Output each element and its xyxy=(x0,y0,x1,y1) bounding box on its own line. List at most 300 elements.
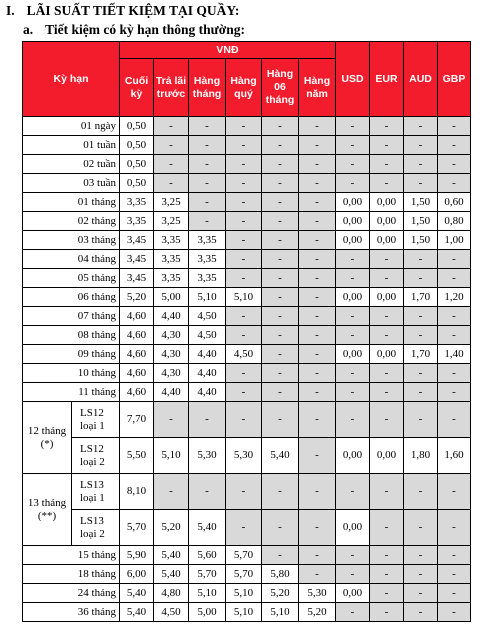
rate-cell: 5,10 xyxy=(189,288,226,307)
rate-cell: - xyxy=(336,474,370,510)
rate-cell: - xyxy=(404,584,438,603)
rate-cell: 1,60 xyxy=(438,438,471,474)
table-row xyxy=(23,326,471,345)
rate-cell: - xyxy=(262,383,299,402)
term-group-label xyxy=(23,474,72,546)
rate-cell: 3,35 xyxy=(120,212,154,231)
rate-cell: 5,80 xyxy=(262,565,299,584)
term-group-period: 13 tháng xyxy=(27,496,67,509)
rate-cell: 5,90 xyxy=(120,546,154,565)
rate-cell: - xyxy=(189,155,226,174)
rate-cell: 5,30 xyxy=(189,438,226,474)
rate-cell: 5,10 xyxy=(226,603,262,622)
header-hang-nam: Hàng năm xyxy=(299,59,336,117)
rate-cell: - xyxy=(370,546,404,565)
rate-cell: - xyxy=(189,402,226,438)
rate-cell: - xyxy=(370,565,404,584)
rate-cell: - xyxy=(262,136,299,155)
table-row xyxy=(23,136,471,155)
rate-cell: - xyxy=(370,117,404,136)
rate-cell: 5,10 xyxy=(262,603,299,622)
table-row xyxy=(23,231,471,250)
rate-cell: - xyxy=(262,546,299,565)
rate-cell: 3,35 xyxy=(189,250,226,269)
term-group-note: (*) xyxy=(40,437,54,450)
rate-cell: - xyxy=(336,565,370,584)
term-label: 15 tháng xyxy=(23,546,120,565)
rate-cell: - xyxy=(262,250,299,269)
rate-cell: - xyxy=(154,174,189,193)
rate-cell: - xyxy=(189,136,226,155)
sub-term-code: LS13 xyxy=(80,478,104,491)
rate-cell: 0,50 xyxy=(120,174,154,193)
table-row xyxy=(23,117,471,136)
table-row xyxy=(23,345,471,364)
rate-cell: - xyxy=(262,288,299,307)
rate-cell: - xyxy=(299,307,336,326)
header-hang-quy: Hàng quý xyxy=(226,59,262,117)
rate-cell: 5,20 xyxy=(299,603,336,622)
sub-term-type: loại 2 xyxy=(80,455,105,468)
term-label: 36 tháng xyxy=(23,603,120,622)
rate-cell: - xyxy=(226,136,262,155)
rate-cell: 3,45 xyxy=(120,231,154,250)
table-row xyxy=(23,565,471,584)
rate-cell: - xyxy=(262,117,299,136)
rate-cell: - xyxy=(262,510,299,546)
rate-cell: - xyxy=(438,174,471,193)
rate-cell: - xyxy=(299,193,336,212)
sub-term-code: LS12 xyxy=(80,406,104,419)
rate-cell: - xyxy=(404,326,438,345)
section-title: LÃI SUẤT TIẾT KIỆM TẠI QUẦY: xyxy=(26,3,240,18)
rate-cell: 3,45 xyxy=(120,250,154,269)
rate-cell: - xyxy=(438,474,471,510)
sub-term-label xyxy=(72,474,120,510)
table-row xyxy=(23,193,471,212)
interest-rate-table xyxy=(22,41,471,622)
rate-cell: 5,00 xyxy=(154,288,189,307)
rate-cell: - xyxy=(262,326,299,345)
rate-cell: 3,35 xyxy=(154,250,189,269)
rate-cell: - xyxy=(299,510,336,546)
rate-cell: - xyxy=(262,345,299,364)
sub-term-type: loại 2 xyxy=(80,527,105,540)
sub-term-code: LS13 xyxy=(80,514,104,527)
rate-cell: - xyxy=(336,250,370,269)
rate-cell: - xyxy=(299,212,336,231)
rate-cell: - xyxy=(299,231,336,250)
rate-cell: - xyxy=(299,364,336,383)
rate-cell: - xyxy=(336,402,370,438)
rate-cell: - xyxy=(370,155,404,174)
term-label: 02 tuần xyxy=(23,155,120,174)
rate-cell: - xyxy=(189,474,226,510)
term-label: 18 tháng xyxy=(23,565,120,584)
header-row-1 xyxy=(23,42,471,59)
rate-cell: - xyxy=(404,603,438,622)
table-row xyxy=(23,288,471,307)
table-row xyxy=(23,364,471,383)
rate-cell: 0,00 xyxy=(370,212,404,231)
term-label: 02 tháng xyxy=(23,212,120,231)
table-row xyxy=(23,546,471,565)
rate-cell: 5,10 xyxy=(154,438,189,474)
rate-cell: 4,40 xyxy=(189,383,226,402)
header-tra-lai-truoc: Trả lãi trước xyxy=(154,59,189,117)
sub-term-code: LS12 xyxy=(80,442,104,455)
sub-term-label xyxy=(72,402,120,438)
rate-cell: - xyxy=(189,174,226,193)
rate-cell: 7,70 xyxy=(120,402,154,438)
rate-cell: - xyxy=(154,155,189,174)
rate-cell: - xyxy=(370,383,404,402)
rate-cell: 0,50 xyxy=(120,136,154,155)
rate-cell: - xyxy=(299,345,336,364)
rate-cell: - xyxy=(189,117,226,136)
rate-cell: 0,00 xyxy=(336,438,370,474)
rate-cell: 0,00 xyxy=(370,438,404,474)
rate-cell: - xyxy=(226,510,262,546)
rate-cell: 0,00 xyxy=(370,193,404,212)
rate-cell: - xyxy=(438,383,471,402)
sub-term-type: loại 1 xyxy=(80,491,105,504)
rate-cell: - xyxy=(262,269,299,288)
rate-cell: - xyxy=(226,117,262,136)
table-row xyxy=(23,510,471,546)
rate-cell: - xyxy=(299,438,336,474)
rate-cell: - xyxy=(262,307,299,326)
rate-cell: 4,40 xyxy=(154,383,189,402)
rate-cell: - xyxy=(404,364,438,383)
term-label: 24 tháng xyxy=(23,584,120,603)
rate-cell: - xyxy=(336,174,370,193)
rate-cell: 3,25 xyxy=(154,193,189,212)
header-vnd: VNĐ xyxy=(120,42,336,59)
rate-cell: - xyxy=(226,250,262,269)
rate-cell: 5,70 xyxy=(226,565,262,584)
rate-cell: - xyxy=(370,307,404,326)
rate-cell: 5,40 xyxy=(154,546,189,565)
rate-cell: 0,00 xyxy=(336,288,370,307)
rate-cell: - xyxy=(336,364,370,383)
rate-cell: - xyxy=(226,231,262,250)
rate-cell: 5,10 xyxy=(226,584,262,603)
term-label: 01 ngày xyxy=(23,117,120,136)
rate-cell: 0,00 xyxy=(336,345,370,364)
rate-cell: 4,80 xyxy=(154,584,189,603)
rate-cell: 3,35 xyxy=(189,269,226,288)
rate-cell: - xyxy=(299,269,336,288)
header-eur: EUR xyxy=(370,42,404,117)
rate-cell: 3,45 xyxy=(120,269,154,288)
sub-term-label xyxy=(72,438,120,474)
term-label: 07 tháng xyxy=(23,307,120,326)
rate-cell: 4,40 xyxy=(189,364,226,383)
rate-cell: - xyxy=(154,402,189,438)
rate-cell: - xyxy=(404,383,438,402)
rate-cell: 0,60 xyxy=(438,193,471,212)
rate-cell: 5,20 xyxy=(262,584,299,603)
rate-cell: 0,50 xyxy=(120,155,154,174)
table-row xyxy=(23,250,471,269)
rate-cell: 1,80 xyxy=(404,438,438,474)
rate-cell: 5,40 xyxy=(262,438,299,474)
header-term: Kỳ hạn xyxy=(23,42,120,117)
rate-cell: - xyxy=(438,364,471,383)
rate-cell: 4,40 xyxy=(189,345,226,364)
rate-cell: - xyxy=(226,212,262,231)
rate-cell: - xyxy=(438,136,471,155)
rate-cell: 4,50 xyxy=(226,345,262,364)
rate-cell: 5,70 xyxy=(189,565,226,584)
rate-cell: - xyxy=(370,402,404,438)
rate-cell: 4,40 xyxy=(154,307,189,326)
term-label: 03 tuần xyxy=(23,174,120,193)
rate-cell: - xyxy=(299,383,336,402)
rate-cell: - xyxy=(299,565,336,584)
rate-cell: 0,00 xyxy=(370,231,404,250)
term-label: 08 tháng xyxy=(23,326,120,345)
table-row xyxy=(23,174,471,193)
rate-cell: 4,30 xyxy=(154,326,189,345)
rate-cell: 5,40 xyxy=(189,510,226,546)
term-label: 03 tháng xyxy=(23,231,120,250)
rate-cell: - xyxy=(299,288,336,307)
rate-cell: 3,25 xyxy=(154,212,189,231)
rate-cell: - xyxy=(404,117,438,136)
term-label: 09 tháng xyxy=(23,345,120,364)
rate-cell: - xyxy=(299,174,336,193)
rate-cell: - xyxy=(336,155,370,174)
rate-cell: - xyxy=(438,546,471,565)
rate-cell: - xyxy=(154,474,189,510)
rate-cell: - xyxy=(262,193,299,212)
rate-cell: - xyxy=(299,155,336,174)
term-label: 10 tháng xyxy=(23,364,120,383)
rate-cell: - xyxy=(226,155,262,174)
term-group-note: (**) xyxy=(37,509,57,522)
section-heading xyxy=(6,3,239,19)
rate-cell: - xyxy=(438,510,471,546)
rate-cell: 4,60 xyxy=(120,326,154,345)
table-row xyxy=(23,603,471,622)
rate-cell: - xyxy=(438,584,471,603)
table-row xyxy=(23,402,471,438)
rate-cell: - xyxy=(404,155,438,174)
header-gbp: GBP xyxy=(438,42,471,117)
rate-cell: 4,60 xyxy=(120,364,154,383)
rate-cell: - xyxy=(336,383,370,402)
rate-cell: 0,00 xyxy=(336,231,370,250)
rate-cell: 3,35 xyxy=(154,269,189,288)
rate-cell: - xyxy=(299,117,336,136)
rate-cell: - xyxy=(404,565,438,584)
rate-cell: - xyxy=(370,474,404,510)
rate-cell: - xyxy=(226,402,262,438)
rate-cell: - xyxy=(370,269,404,288)
rate-cell: 4,60 xyxy=(120,383,154,402)
rate-cell: - xyxy=(404,174,438,193)
rate-cell: - xyxy=(262,155,299,174)
rate-cell: - xyxy=(226,193,262,212)
term-label: 06 tháng xyxy=(23,288,120,307)
rate-cell: - xyxy=(262,174,299,193)
rate-cell: 5,10 xyxy=(226,288,262,307)
rate-cell: - xyxy=(262,231,299,250)
rate-cell: - xyxy=(154,136,189,155)
rate-cell: - xyxy=(336,269,370,288)
subsection-title: Tiết kiệm có kỳ hạn thông thường: xyxy=(45,22,245,37)
rate-cell: - xyxy=(336,136,370,155)
term-label: 04 tháng xyxy=(23,250,120,269)
subsection-number: a. xyxy=(23,22,34,37)
rate-cell: 4,60 xyxy=(120,307,154,326)
rate-cell: - xyxy=(262,364,299,383)
rate-cell: - xyxy=(438,155,471,174)
rate-cell: - xyxy=(370,510,404,546)
rate-cell: - xyxy=(336,307,370,326)
rate-cell: - xyxy=(404,269,438,288)
rate-cell: 5,60 xyxy=(189,546,226,565)
rate-cell: 5,30 xyxy=(299,584,336,603)
rate-cell: 0,00 xyxy=(370,345,404,364)
rate-cell: 5,70 xyxy=(226,546,262,565)
table-row xyxy=(23,212,471,231)
rate-cell: - xyxy=(299,474,336,510)
rate-cell: 4,30 xyxy=(154,364,189,383)
rate-cell: - xyxy=(404,546,438,565)
rate-cell: 4,50 xyxy=(189,326,226,345)
header-usd: USD xyxy=(336,42,370,117)
rate-cell: - xyxy=(336,326,370,345)
sub-term-type: loại 1 xyxy=(80,419,105,432)
table-row xyxy=(23,584,471,603)
rate-cell: 3,35 xyxy=(154,231,189,250)
rate-cell: - xyxy=(154,117,189,136)
rate-cell: 4,50 xyxy=(154,603,189,622)
rate-cell: 5,40 xyxy=(154,565,189,584)
rate-cell: - xyxy=(370,603,404,622)
rate-cell: 4,50 xyxy=(189,307,226,326)
table-row xyxy=(23,438,471,474)
sub-term-label xyxy=(72,510,120,546)
rate-cell: - xyxy=(370,136,404,155)
table-row xyxy=(23,269,471,288)
rate-cell: 0,50 xyxy=(120,117,154,136)
rate-cell: 0,00 xyxy=(336,193,370,212)
rate-cell: - xyxy=(404,307,438,326)
header-hang-thang: Hàng tháng xyxy=(189,59,226,117)
rate-cell: - xyxy=(438,565,471,584)
rate-cell: 5,10 xyxy=(189,584,226,603)
rate-cell: - xyxy=(404,402,438,438)
rate-cell: - xyxy=(438,326,471,345)
rate-cell: 1,40 xyxy=(438,345,471,364)
term-group-period: 12 tháng xyxy=(27,424,67,437)
rate-cell: 5,40 xyxy=(120,584,154,603)
rate-cell: - xyxy=(262,402,299,438)
rate-cell: - xyxy=(226,383,262,402)
rate-cell: - xyxy=(189,193,226,212)
term-label: 05 tháng xyxy=(23,269,120,288)
rate-cell: 0,00 xyxy=(336,584,370,603)
rate-cell: 5,50 xyxy=(120,438,154,474)
rate-cell: 1,50 xyxy=(404,212,438,231)
rate-cell: 3,35 xyxy=(120,193,154,212)
rate-cell: 6,00 xyxy=(120,565,154,584)
rate-cell: - xyxy=(299,326,336,345)
rate-cell: - xyxy=(438,250,471,269)
rate-cell: - xyxy=(226,364,262,383)
rate-cell: 8,10 xyxy=(120,474,154,510)
rate-cell: - xyxy=(404,250,438,269)
rate-cell: - xyxy=(404,474,438,510)
header-hang-06-thang: Hàng 06 tháng xyxy=(262,59,299,117)
rate-cell: - xyxy=(226,307,262,326)
term-label: 01 tuần xyxy=(23,136,120,155)
rate-cell: - xyxy=(262,474,299,510)
term-label: 01 tháng xyxy=(23,193,120,212)
rate-cell: - xyxy=(404,136,438,155)
table-row xyxy=(23,474,471,510)
rate-cell: - xyxy=(299,136,336,155)
rate-cell: 5,20 xyxy=(120,288,154,307)
table-row xyxy=(23,155,471,174)
table-row xyxy=(23,307,471,326)
rate-cell: - xyxy=(370,174,404,193)
header-cuoi-ky: Cuối kỳ xyxy=(120,59,154,117)
rate-cell: - xyxy=(226,174,262,193)
rate-cell: - xyxy=(336,603,370,622)
rate-cell: 1,20 xyxy=(438,288,471,307)
rate-cell: 1,50 xyxy=(404,193,438,212)
rate-cell: - xyxy=(438,402,471,438)
header-aud: AUD xyxy=(404,42,438,117)
term-group-label xyxy=(23,402,72,474)
rate-cell: 5,40 xyxy=(120,603,154,622)
rate-cell: - xyxy=(336,117,370,136)
rate-cell: 4,30 xyxy=(154,345,189,364)
rate-cell: 4,60 xyxy=(120,345,154,364)
rate-cell: 1,70 xyxy=(404,345,438,364)
rate-cell: - xyxy=(226,269,262,288)
rate-cell: - xyxy=(370,326,404,345)
rate-cell: - xyxy=(370,250,404,269)
rate-cell: - xyxy=(438,307,471,326)
rate-cell: 1,70 xyxy=(404,288,438,307)
rate-cell: 5,30 xyxy=(226,438,262,474)
rate-cell: 3,35 xyxy=(189,231,226,250)
rate-cell: - xyxy=(226,326,262,345)
section-number: I. xyxy=(6,3,15,18)
rate-cell: - xyxy=(189,212,226,231)
rate-cell: - xyxy=(299,250,336,269)
table-row xyxy=(23,383,471,402)
rate-cell: - xyxy=(262,212,299,231)
rate-cell: 5,70 xyxy=(120,510,154,546)
rate-cell: 0,00 xyxy=(370,288,404,307)
rate-cell: - xyxy=(299,402,336,438)
rate-cell: - xyxy=(404,510,438,546)
rate-cell: 1,50 xyxy=(404,231,438,250)
rate-cell: 1,00 xyxy=(438,231,471,250)
subsection-heading xyxy=(23,22,245,38)
rate-cell: 5,00 xyxy=(189,603,226,622)
rate-cell: - xyxy=(226,474,262,510)
rate-cell: 0,00 xyxy=(336,212,370,231)
rate-cell: - xyxy=(438,603,471,622)
